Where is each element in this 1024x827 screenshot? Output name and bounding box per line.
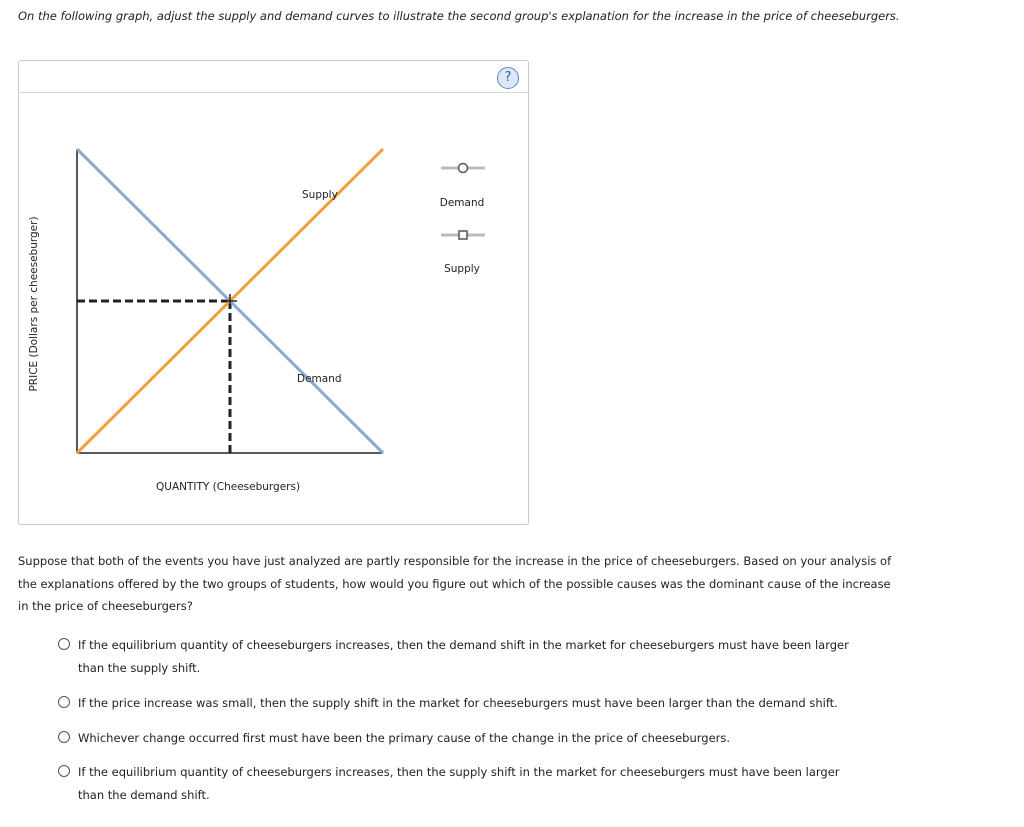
radio-button[interactable] (58, 731, 70, 743)
option-label: Whichever change occurred first must have been the primary cause of the change in the price of cheeseburgers. (78, 731, 731, 745)
option-label: If the price increase was small, then the supply shift in the market for cheeseburgers must have been larger than the demand shift. (78, 696, 838, 710)
supply-demand-graph (19, 61, 530, 526)
circle-icon (459, 164, 468, 173)
demand-curve-label: Demand (297, 373, 342, 385)
y-axis-label: PRICE (Dollars per cheeseburger) (28, 216, 40, 392)
radio-button[interactable] (58, 696, 70, 708)
graph-panel (18, 60, 529, 525)
option-label: If the equilibrium quantity of cheeseburgers increases, then the supply shift in the market for cheeseburgers must have been larger than the demand shift. (78, 765, 840, 802)
radio-button[interactable] (58, 638, 70, 650)
square-icon (459, 231, 467, 239)
question-text: Suppose that both of the events you have just analyzed are partly responsible for the increase in the price of cheeseburgers. Based on your analysis of the explanations offered by the two groups of students, how would you figure out which of the possible causes was the dominant cause of the increase in the price of cheeseburgers? (18, 554, 892, 613)
option-label: If the equilibrium quantity of cheeseburgers increases, then the demand shift in the market for cheeseburgers must have been larger than the supply shift. (78, 638, 849, 675)
legend-supply-tool[interactable] (441, 231, 485, 275)
legend-demand-label: Demand (439, 197, 485, 209)
legend-supply-label: Supply (444, 263, 480, 275)
instruction-text: On the following graph, adjust the supply and demand curves to illustrate the second group's explanation for the increase in the price of cheeseburgers. (18, 9, 900, 23)
x-axis-label: QUANTITY (Cheeseburgers) (156, 481, 301, 493)
supply-curve-label: Supply (302, 189, 338, 201)
legend-demand-tool[interactable] (440, 164, 485, 210)
radio-button[interactable] (58, 765, 70, 777)
help-button[interactable]: ? (497, 67, 519, 89)
